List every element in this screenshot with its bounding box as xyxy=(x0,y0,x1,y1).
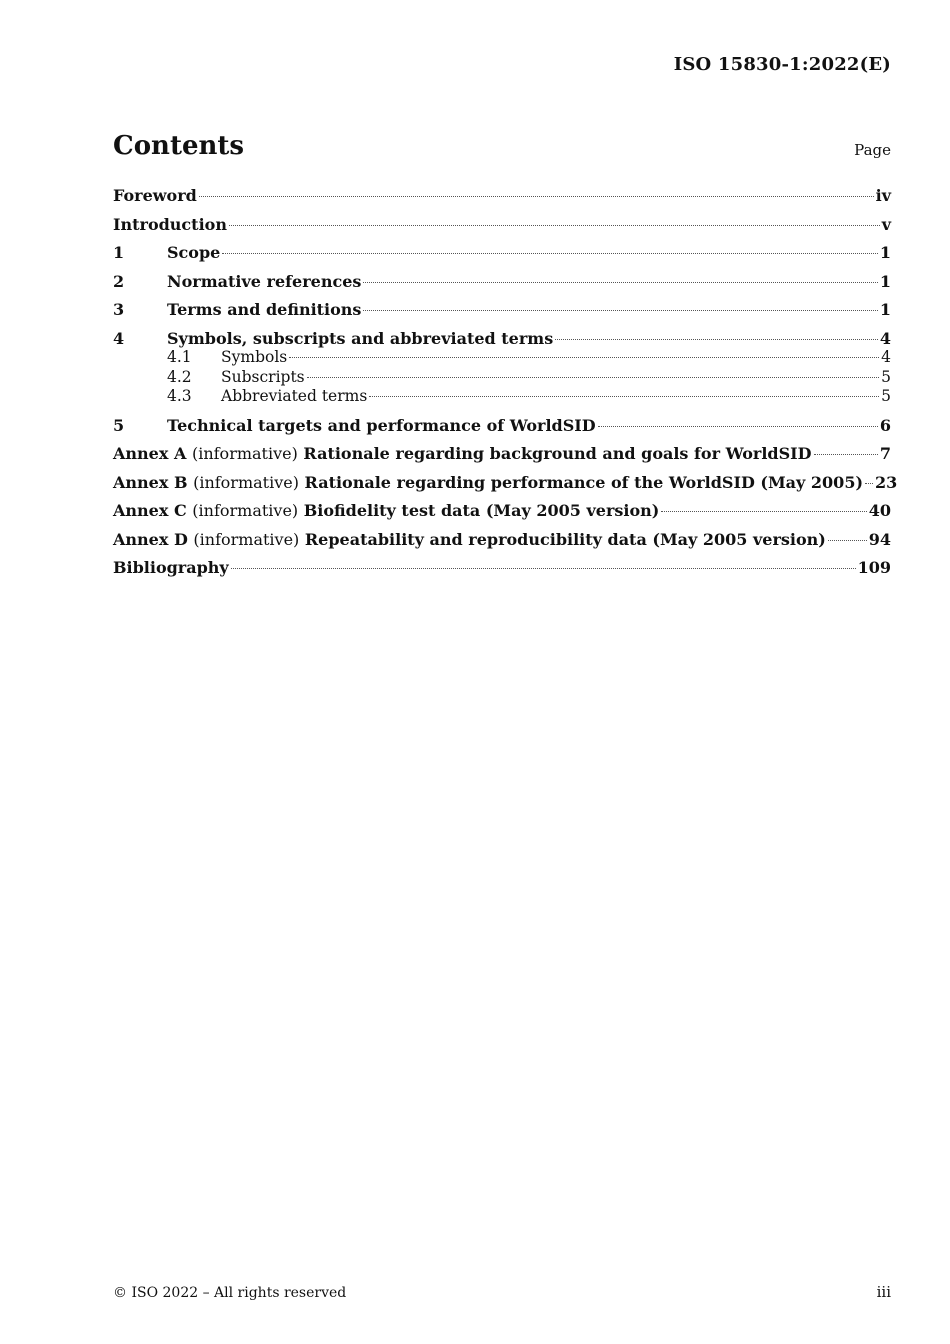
toc-entry-page: 1 xyxy=(879,300,891,319)
dot-leader xyxy=(307,376,879,378)
annex-title: Rationale regarding background and goals for WorldSID xyxy=(303,444,812,463)
toc-entry-page: 109 xyxy=(857,558,891,577)
toc-entry-title: Symbols xyxy=(221,348,288,366)
toc-entry-number: 1 xyxy=(113,243,125,262)
toc-entry-number: 4.1 xyxy=(167,348,192,366)
toc-entry-title: Abbreviated terms xyxy=(221,387,368,405)
annex-type: (informative) xyxy=(193,529,300,549)
footer-page-number: iii xyxy=(876,1283,891,1301)
dot-leader xyxy=(598,425,878,427)
dot-leader xyxy=(363,281,877,283)
toc-entry-number: 4.2 xyxy=(167,367,192,386)
toc-entry-title: Symbols, subscripts and abbreviated terms xyxy=(167,328,554,348)
toc-entry-annex-a[interactable] xyxy=(113,444,891,473)
annex-title: Biofidelity test data (May 2005 version) xyxy=(303,501,660,520)
toc-entry-page: 94 xyxy=(868,529,891,549)
dot-leader xyxy=(289,356,879,358)
toc-entry-page: 1 xyxy=(879,243,891,262)
annex-label: Annex B xyxy=(113,472,188,492)
toc-entry-page: 5 xyxy=(881,367,891,386)
toc-entry-symbols[interactable] xyxy=(113,329,891,349)
page-title: Contents xyxy=(113,131,245,161)
footer-copyright: © ISO 2022 – All rights reserved xyxy=(113,1285,347,1301)
toc-entry-foreword[interactable] xyxy=(113,186,891,215)
toc-entry-title: Terms and definitions xyxy=(167,300,362,319)
dot-leader xyxy=(363,309,877,311)
toc-entry-title: Foreword xyxy=(113,186,197,205)
toc-entry-title: Normative references xyxy=(167,271,362,291)
toc-entry-page: 6 xyxy=(879,415,891,435)
toc-subentry-symbols[interactable] xyxy=(113,348,891,368)
toc-entry-technical-targets[interactable] xyxy=(113,416,891,445)
dot-leader xyxy=(555,338,878,340)
toc-entry-page: 23 xyxy=(875,472,898,492)
annex-type: (informative) xyxy=(192,501,299,520)
annex-title: Repeatability and reproducibility data (May 2005 version) xyxy=(304,529,826,549)
toc-entry-page: 4 xyxy=(879,328,891,348)
toc-entry-terms-and-definitions[interactable] xyxy=(113,300,891,329)
dot-leader xyxy=(814,453,878,455)
annex-label: Annex A xyxy=(113,444,187,463)
toc-subentry-abbreviated-terms[interactable] xyxy=(113,387,891,416)
annex-label: Annex C xyxy=(113,501,187,520)
toc-entry-page: 7 xyxy=(879,444,891,463)
toc-entry-number: 4.3 xyxy=(167,387,192,405)
toc-entry-annex-d[interactable] xyxy=(113,530,891,559)
annex-title: Rationale regarding performance of the WorldSID (May 2005) xyxy=(304,472,864,492)
dot-leader xyxy=(828,539,867,541)
toc-entry-title: Scope xyxy=(167,243,221,262)
toc-entry-title: Technical targets and performance of WorldSID xyxy=(167,415,596,435)
toc-annex-heading xyxy=(113,501,659,521)
toc-subentry-subscripts[interactable] xyxy=(113,368,891,388)
toc-entry-introduction[interactable] xyxy=(113,215,891,244)
toc-entry-annex-b[interactable] xyxy=(113,472,898,502)
annex-type: (informative) xyxy=(193,472,299,492)
page-column-label: Page xyxy=(854,141,891,159)
toc-entry-page: iv xyxy=(875,186,891,205)
toc-entry-page: 1 xyxy=(879,271,891,291)
toc-entry-number: 2 xyxy=(113,271,125,291)
dot-leader xyxy=(229,224,880,226)
toc-entry-scope[interactable] xyxy=(113,243,891,272)
toc-entry-title: Bibliography xyxy=(113,558,229,577)
dot-leader xyxy=(865,482,873,484)
toc-entry-number: 3 xyxy=(113,300,125,319)
toc-entry-normative-references[interactable] xyxy=(113,272,891,301)
toc-annex-heading xyxy=(113,473,863,493)
dot-leader xyxy=(231,567,856,569)
toc-entry-page: 4 xyxy=(881,348,891,366)
dot-leader xyxy=(369,395,879,397)
toc-annex-heading xyxy=(113,444,812,464)
toc-entry-title: Introduction xyxy=(113,214,227,234)
toc-annex-heading xyxy=(113,530,826,550)
toc-entry-number: 5 xyxy=(113,415,125,435)
table-of-contents xyxy=(113,186,898,587)
annex-type: (informative) xyxy=(191,444,298,463)
toc-entry-number: 4 xyxy=(113,328,125,348)
toc-entry-title: Subscripts xyxy=(221,367,305,386)
dot-leader xyxy=(222,252,878,254)
toc-entry-page: 40 xyxy=(868,501,891,520)
annex-label: Annex D xyxy=(113,529,188,549)
toc-entry-annex-c[interactable] xyxy=(113,501,891,530)
toc-entry-bibliography[interactable] xyxy=(113,558,891,587)
document-id: ISO 15830-1:2022(E) xyxy=(673,54,891,75)
toc-entry-page: v xyxy=(881,214,891,234)
toc-entry-page: 5 xyxy=(881,387,891,405)
dot-leader xyxy=(199,195,874,197)
dot-leader xyxy=(661,510,866,512)
